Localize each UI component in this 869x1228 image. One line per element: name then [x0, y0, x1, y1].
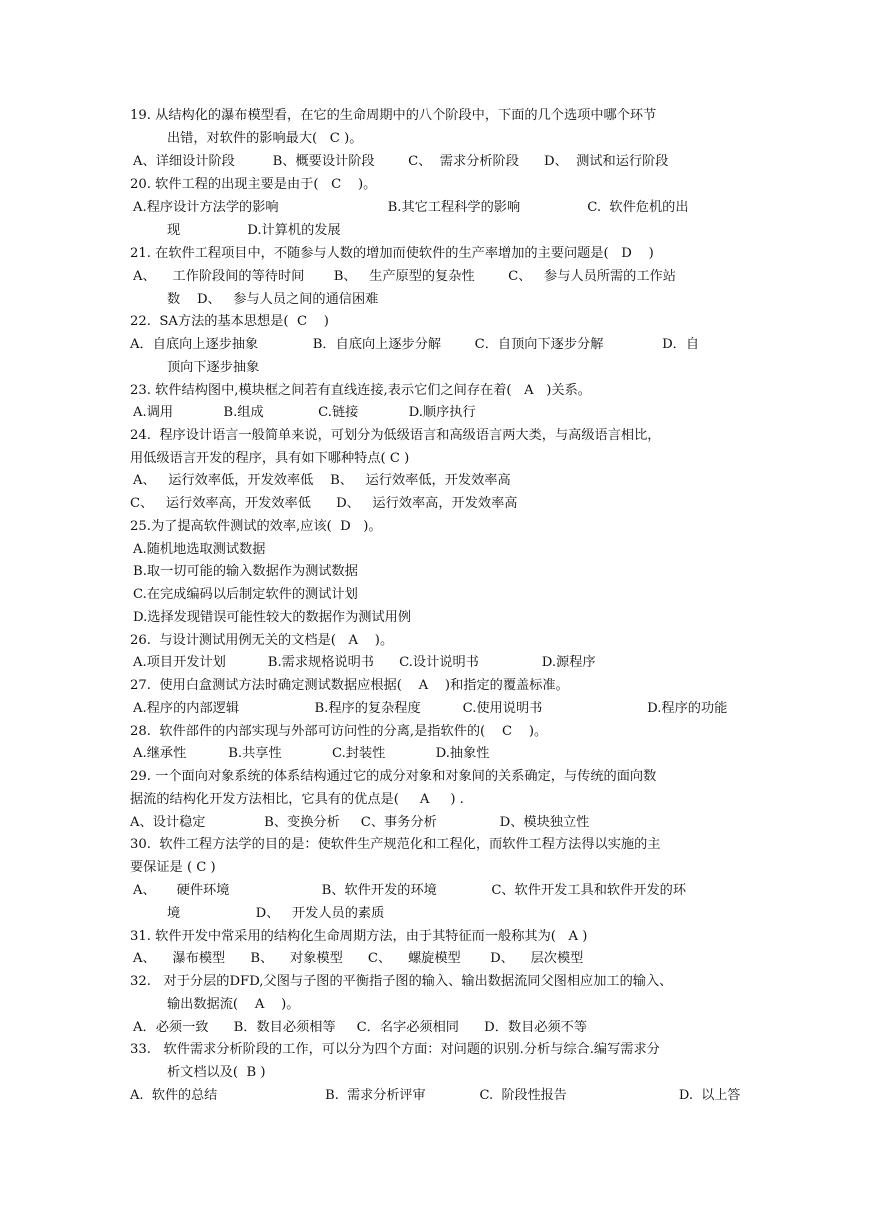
- text-line: A.随机地选取测试数据: [133, 542, 266, 557]
- text-line: A.程序的内部逻辑 B.程序的复杂程度 C.使用说明书 D.程序的功能: [133, 701, 728, 716]
- text-line: 33. 软件需求分析阶段的工作，可以分为四个方面：对问题的识别.分析与综合.编写需求分: [130, 1042, 660, 1057]
- text-line: A.继承性 B.共享性 C.封装性 D.抽象性: [133, 746, 490, 761]
- text-line: 25.为了提高软件测试的效率,应该( D )。: [130, 519, 382, 534]
- text-line: A、设计稳定 B、变换分析 C、事务分析 D、模块独立性: [130, 815, 590, 830]
- text-line: A．必须一致 B．数目必须相等 C．名字必须相同 D．数目必须不等: [133, 1020, 588, 1035]
- text-line: 出错，对软件的影响最大( C )。: [167, 131, 363, 146]
- text-line: 30. 软件工程方法学的目的是：使软件生产规范化和工程化，而软件工程方法得以实施的主: [130, 837, 661, 852]
- text-line: A、详细设计阶段 B、概要设计阶段 C、 需求分析阶段 D、 测试和运行阶段: [133, 154, 669, 169]
- text-line: 21. 在软件工程项目中，不随参与人数的增加而使软件的生产率增加的主要问题是( D ): [130, 246, 654, 261]
- text-line: 26. 与设计测试用例无关的文档是( A )。: [130, 633, 394, 648]
- text-line: B.取一切可能的输入数据作为测试数据: [133, 564, 358, 579]
- text-line: A. 软件的总结 B. 需求分析评审 C. 阶段性报告 D. 以上答: [130, 1088, 741, 1103]
- text-line: 31. 软件开发中常采用的结构化生命周期方法，由于其特征而一般称其为( A ): [130, 929, 588, 944]
- text-line: 28. 软件部件的内部实现与外部可访问性的分离,是指软件的( C )。: [130, 724, 548, 739]
- text-line: 现 D.计算机的发展: [167, 223, 341, 238]
- text-line: 要保证是 ( C ): [130, 860, 216, 875]
- text-line: 输出数据流( A )。: [167, 997, 300, 1012]
- text-line: 32. 对于分层的DFD,父图与子图的平衡指子图的输入、输出数据流同父图相应加工的输入、: [130, 974, 673, 989]
- text-line: 29. 一个面向对象系统的体系结构通过它的成分对象和对象间的关系确定，与传统的面向数: [130, 769, 657, 784]
- text-line: 用低级语言开发的程序，具有如下哪种特点( C ): [130, 451, 410, 466]
- text-line: 23. 软件结构图中,模块框之间若有直线连接,表示它们之间存在着( A )关系。: [130, 383, 591, 398]
- text-line: 数 D、 参与人员之间的通信困难: [167, 292, 379, 307]
- text-line: C、 运行效率高，开发效率低 D、 运行效率高，开发效率高: [130, 496, 518, 511]
- text-line: 27. 使用白盒测试方法时确定测试数据应根据( A )和指定的覆盖标准。: [130, 678, 569, 693]
- text-line: A.程序设计方法学的影响 B.其它工程科学的影响 C. 软件危机的出: [133, 200, 689, 215]
- text-line: A、 瀑布模型 B、 对象模型 C、 螺旋模型 D、 层次模型: [133, 951, 584, 966]
- text-line: 据流的结构化开发方法相比，它具有的优点是( A ) .: [130, 792, 464, 807]
- text-line: 22. SA方法的基本思想是( C ): [130, 314, 329, 329]
- text-line: C.在完成编码以后制定软件的测试计划: [133, 587, 358, 602]
- text-line: 20. 软件工程的出现主要是由于( C )。: [130, 177, 377, 192]
- text-line: A、 运行效率低，开发效率低 B、 运行效率低，开发效率高: [133, 473, 511, 488]
- text-line: 析文档以及( B ): [167, 1065, 266, 1080]
- text-line: 境 D、 开发人员的素质: [167, 906, 385, 921]
- text-line: A．自底向上逐步抽象 B．自底向上逐步分解 C．自顶向下逐步分解 D．自: [130, 337, 700, 352]
- text-line: 19. 从结构化的瀑布模型看，在它的生命周期中的八个阶段中，下面的几个选项中哪个环节: [130, 108, 657, 123]
- text-line: A、 工作阶段间的等待时间 B、 生产原型的复杂性 C、 参与人员所需的工作站: [133, 269, 676, 284]
- text-line: 顶向下逐步抽象: [167, 360, 260, 375]
- text-line: 24. 程序设计语言一般简单来说，可划分为低级语言和高级语言两大类，与高级语言相比，: [130, 428, 661, 443]
- text-line: D.选择发现错误可能性较大的数据作为测试用例: [133, 610, 412, 625]
- text-line: A.调用 B.组成 C.链接 D.顺序执行: [133, 405, 476, 420]
- text-line: A.项目开发计划 B.需求规格说明书 C.设计说明书 D.源程序: [133, 655, 596, 670]
- text-line: A、 硬件环境 B、软件开发的环境 C、软件开发工具和软件开发的环: [133, 883, 687, 898]
